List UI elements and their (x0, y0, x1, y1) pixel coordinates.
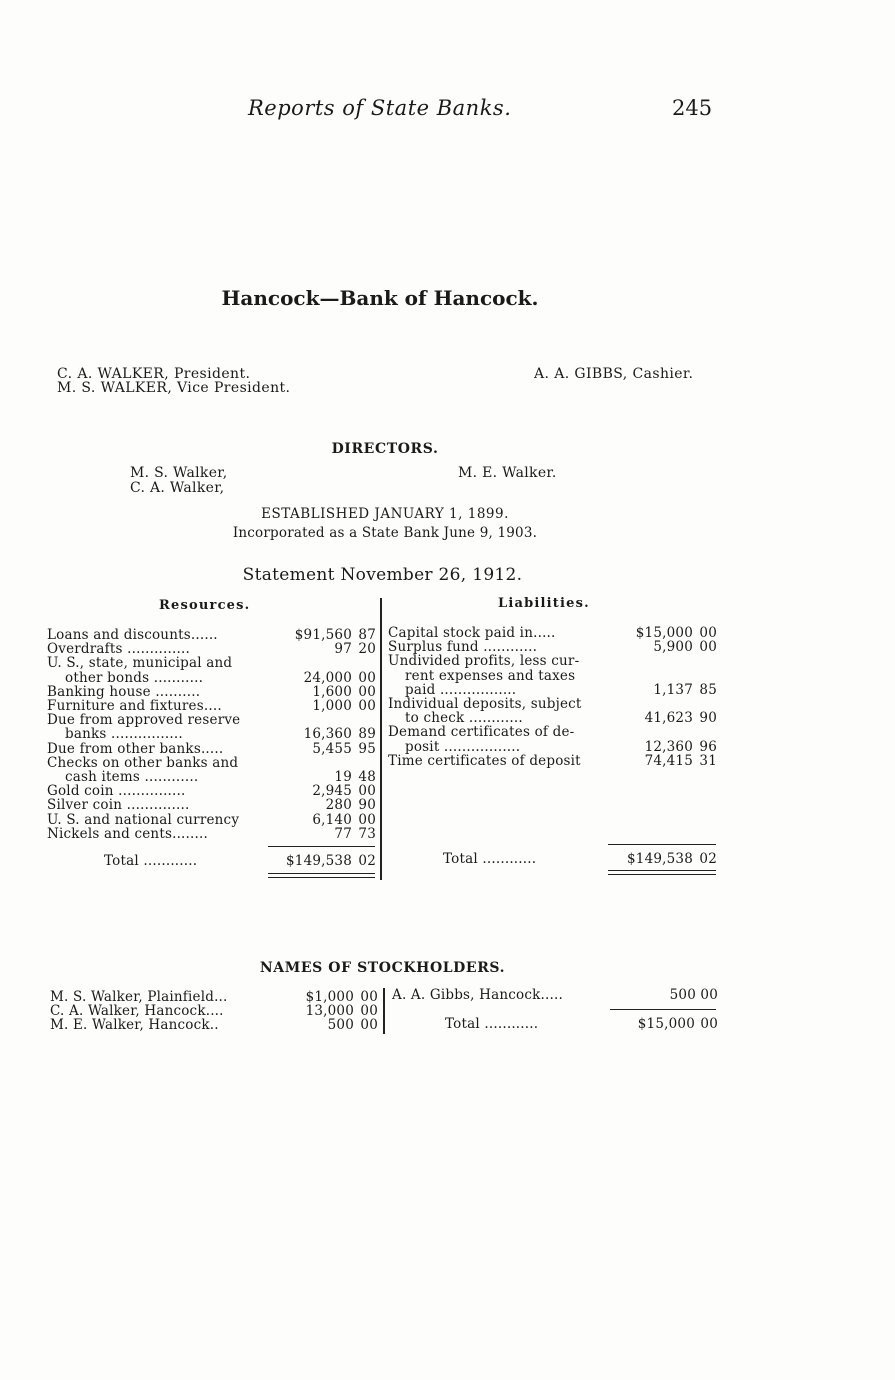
resource-row (47, 713, 377, 727)
director-name: M. S. Walker, (130, 465, 228, 481)
row-label: Demand certificates of de- (388, 724, 575, 741)
total-dollars: $149,538 (285, 853, 352, 869)
row-label: U. S., state, municipal and (47, 655, 233, 672)
incorporated-date: Incorporated as a State Bank June 9, 1903. (232, 525, 538, 541)
total-label: Total ............ (445, 1016, 539, 1032)
row-dollars: 97 (334, 641, 352, 658)
row-dollars: 19 (334, 769, 352, 785)
liability-row (388, 683, 718, 697)
liabilities-heading: Liabilities. (498, 596, 590, 611)
total-label: Total ............ (443, 851, 537, 867)
row-cents: 90 (699, 710, 717, 727)
row-dollars: 2,945 (312, 783, 352, 800)
stockholders-heading: NAMES OF STOCKHOLDERS. (259, 960, 506, 976)
row-label: M. S. Walker, Plainfield... (50, 989, 228, 1005)
row-label: Furniture and fixtures.... (47, 698, 222, 714)
stockholder-row (392, 988, 722, 1002)
row-dollars: 41,623 (644, 710, 693, 727)
row-label: cash items ............ (65, 769, 199, 785)
row-label: rent expenses and taxes (405, 667, 576, 684)
resource-row (47, 642, 377, 656)
row-cents: 85 (699, 681, 717, 698)
resource-row (47, 798, 377, 812)
row-label: U. S. and national currency (47, 811, 240, 828)
row-dollars: $15,000 (635, 625, 693, 641)
row-dollars: 1,600 (312, 683, 352, 700)
resource-row (47, 727, 377, 741)
row-label: Time certificates of deposit (388, 752, 581, 769)
directors-heading: DIRECTORS. (331, 441, 439, 457)
row-label: Due from other banks..... (47, 740, 224, 757)
stockholder-row (50, 1004, 380, 1018)
row-label: Due from approved reserve (47, 712, 241, 729)
row-cents: 00 (358, 683, 376, 700)
row-label: A. A. Gibbs, Hancock..... (392, 987, 563, 1003)
row-dollars: 13,000 (305, 1003, 354, 1019)
director-name: C. A. Walker, (130, 480, 225, 496)
resource-row (47, 685, 377, 699)
liability-row (388, 654, 718, 668)
row-dollars: 6,140 (312, 811, 352, 828)
stockholders-divider (383, 988, 385, 1034)
total-dollars: $149,538 (626, 851, 693, 867)
resource-row (47, 656, 377, 670)
row-cents: 00 (358, 698, 376, 714)
officer-cashier: A. A. GIBBS, Cashier. (534, 366, 694, 382)
row-label: paid ................. (405, 681, 517, 698)
row-cents: 00 (360, 989, 378, 1005)
row-label: C. A. Walker, Hancock.... (50, 1003, 224, 1019)
liability-row (388, 626, 718, 640)
row-cents: 00 (358, 669, 376, 686)
row-label: Silver coin .............. (47, 797, 190, 814)
liabilities-total-double-rule (608, 870, 716, 875)
total-label: Total ............ (104, 853, 198, 869)
liability-row (388, 669, 718, 683)
resources-total-row (104, 854, 376, 868)
row-dollars: 500 (327, 1017, 354, 1033)
total-cents: 02 (358, 853, 376, 869)
row-cents: 95 (358, 740, 376, 757)
resources-total-rule (268, 846, 375, 847)
row-dollars: 500 (669, 987, 696, 1003)
total-cents: 02 (699, 851, 717, 867)
resource-row (47, 742, 377, 756)
total-dollars: $15,000 (637, 1016, 695, 1032)
row-cents: 48 (358, 769, 376, 785)
row-cents: 20 (358, 641, 376, 658)
row-label: Undivided profits, less cur- (388, 653, 580, 670)
row-cents: 90 (358, 797, 376, 814)
resource-row (47, 756, 377, 770)
row-label: Banking house .......... (47, 683, 201, 700)
row-dollars: 5,900 (653, 639, 693, 656)
liability-row (388, 711, 718, 725)
resource-row (47, 784, 377, 798)
row-cents: 31 (699, 752, 717, 769)
row-dollars: 16,360 (303, 726, 352, 743)
liability-row (388, 640, 718, 654)
row-cents: 87 (358, 627, 376, 643)
row-dollars: 24,000 (303, 669, 352, 686)
page-number: 245 (672, 96, 713, 120)
established-date: ESTABLISHED JANUARY 1, 1899. (261, 506, 509, 522)
row-label: banks ................ (65, 726, 183, 743)
resources-total-double-rule (268, 873, 375, 878)
row-cents: 96 (699, 738, 717, 755)
bank-title: Hancock—Bank of Hancock. (221, 286, 539, 310)
liabilities-total-row (443, 852, 717, 866)
row-label: Nickels and cents........ (47, 825, 209, 842)
row-label: Gold coin ............... (47, 783, 186, 800)
row-cents: 00 (699, 639, 717, 656)
liability-row (388, 754, 718, 768)
resource-row (47, 827, 377, 841)
row-dollars: $91,560 (294, 627, 352, 643)
row-cents: 00 (358, 783, 376, 800)
row-dollars: 280 (325, 797, 352, 814)
row-dollars: 5,455 (312, 740, 352, 757)
running-title: Reports of State Banks. (248, 96, 512, 120)
row-cents: 00 (358, 811, 376, 828)
row-label: posit ................. (405, 738, 521, 755)
row-dollars: 77 (334, 825, 352, 842)
row-cents: 00 (699, 625, 717, 641)
row-label: Surplus fund ............ (388, 639, 538, 656)
row-label: M. E. Walker, Hancock.. (50, 1017, 219, 1033)
row-label: Capital stock paid in..... (388, 625, 556, 641)
officer-president: C. A. WALKER, President. (57, 366, 251, 382)
stockholders-total-row (445, 1017, 718, 1031)
row-dollars: $1,000 (305, 989, 354, 1005)
row-dollars: 12,360 (644, 738, 693, 755)
resource-row (47, 628, 377, 642)
row-cents: 73 (358, 825, 376, 842)
resources-heading: Resources. (159, 598, 251, 613)
row-dollars: 74,415 (644, 752, 693, 769)
row-cents: 00 (700, 987, 718, 1003)
row-label: Loans and discounts...... (47, 627, 218, 643)
row-label: Individual deposits, subject (388, 696, 582, 712)
liability-row (388, 697, 718, 711)
resource-row (47, 813, 377, 827)
row-cents: 00 (360, 1017, 378, 1033)
row-label: Overdrafts .............. (47, 641, 190, 658)
liabilities-total-rule (608, 844, 716, 845)
stockholder-row (50, 990, 380, 1004)
total-cents: 00 (700, 1016, 718, 1032)
row-dollars: 1,000 (312, 698, 352, 714)
resource-row (47, 671, 377, 685)
officer-vice-president: M. S. WALKER, Vice President. (57, 380, 291, 396)
stockholder-row (50, 1018, 380, 1032)
row-dollars: 1,137 (653, 681, 693, 698)
row-cents: 00 (360, 1003, 378, 1019)
row-label: other bonds ........... (65, 669, 204, 686)
resource-row (47, 699, 377, 713)
liability-row (388, 740, 718, 754)
director-name: M. E. Walker. (458, 465, 557, 481)
statement-title: Statement November 26, 1912. (242, 565, 523, 585)
row-label: to check ............ (405, 710, 523, 727)
column-divider (380, 598, 382, 880)
liability-row (388, 725, 718, 739)
row-cents: 89 (358, 726, 376, 743)
resource-row (47, 770, 377, 784)
stockholders-total-rule (610, 1009, 716, 1010)
row-label: Checks on other banks and (47, 754, 239, 771)
